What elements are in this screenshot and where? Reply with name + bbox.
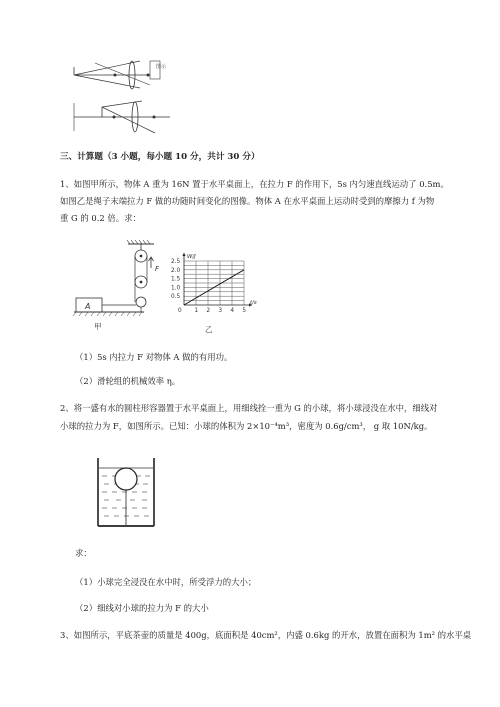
block-a-label: A: [85, 302, 91, 311]
q1-sub1: （1）5s 内拉力 F 对物体 A 做的有用功。: [75, 352, 233, 362]
chart-x-tick-label: 4: [230, 308, 235, 314]
chart-y-arrow: [182, 253, 185, 256]
chart-y-tick-label: 1.5: [171, 276, 181, 283]
chart-y-tick-label: 2.0: [171, 267, 181, 274]
chart-y-tick-label: 2.5: [171, 259, 181, 265]
q2-line1: 2、将一盛有水的圆柱形容器置于水平桌面上，用细线拴一重为 G 的小球，将小球浸没在水中，细线对: [60, 403, 438, 413]
figure-caption: 图示: [156, 64, 167, 70]
q2-sub1: （1）小球完全浸没在水中时，所受浮力的大小；: [75, 577, 257, 587]
q2-line2: 小球的拉力为 F，如图所示。已知：小球的体积为 2×10⁻⁴m³，密度为 0.6g/cm³， g 取 10N/kg。: [60, 421, 433, 431]
section-title: 三、计算题（3 小题，每小题 10 分，共计 30 分）: [60, 152, 260, 162]
label-yi: 乙: [205, 325, 213, 334]
chart-ylabel: W/J: [187, 254, 196, 260]
chart-x-tick-label: 1: [194, 308, 199, 314]
chart-y-tick-label: 0.5: [171, 294, 181, 301]
pulley-figure: [72, 236, 172, 332]
q1-line2: 如图乙是绳子末端拉力 F 做的功随时间变化的图像。物体 A 在水平桌面上运动时受到的摩擦力 f 为物: [60, 196, 435, 206]
chart-xlabel: t/s: [250, 300, 257, 306]
q1-line3: 重 G 的 0.2 倍。求：: [60, 213, 141, 223]
chart-x-tick-label: 0: [178, 308, 182, 314]
optics-figure: [70, 55, 190, 143]
label-jia: 甲: [94, 322, 102, 331]
container-figure: [92, 456, 168, 530]
q3-line1: 3、如图所示，平底茶壶的质量是 400g，底面积是 40cm²，内盛 0.6kg 的开水，放置在面积为 1m² 的水平桌: [60, 630, 472, 640]
force-label: F: [155, 265, 160, 273]
q1-sub2: （2）滑轮组的机械效率 η。: [75, 376, 181, 386]
work-time-chart: [160, 253, 260, 335]
chart-x-tick-label: 2: [206, 308, 211, 314]
q2-qiu: 求：: [75, 548, 92, 558]
chart-x-tick-label: 5: [242, 308, 247, 314]
q1-line1: 1、如图甲所示，物体 A 重为 16N 置于水平桌面上，在拉力 F 的作用下，5s 内匀速直线运动了 0.5m。: [60, 179, 449, 189]
chart-y-tick-label: 1.0: [171, 285, 181, 292]
chart-x-tick-label: 3: [218, 308, 223, 314]
q2-sub2: （2）细线对小球的拉力为 F 的大小: [75, 603, 209, 613]
